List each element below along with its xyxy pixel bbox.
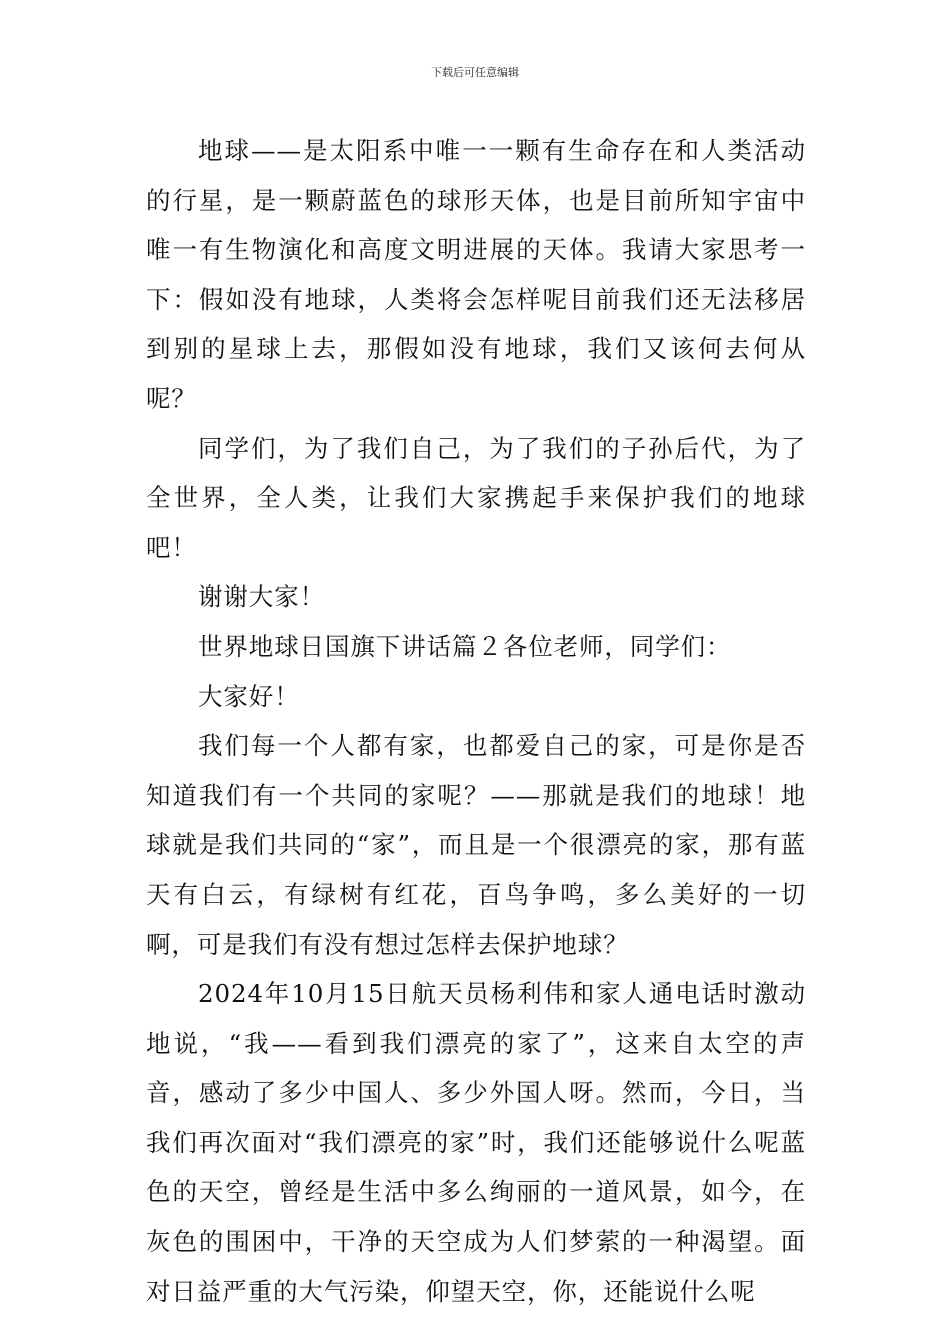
paragraph-common-home: 我们每一个人都有家，也都爱自己的家，可是你是否知道我们有一个共同的家呢？——那就是我们的地球！地球就是我们共同的“家”，而且是一个很漂亮的家，那有蓝天有白云，有绿树有红花，百鸟争鸣，多么美好的一切啊，可是我们有没有想过怎样去保护地球？ [146,731,806,959]
paragraph-greeting: 大家好！ [198,681,300,711]
paragraph-thanks: 谢谢大家！ [198,582,325,612]
paragraph-earth-intro: 地球——是太阳系中唯一一颗有生命存在和人类活动的行星，是一颗蔚蓝色的球形天体，也是目前所知宇宙中唯一有生物演化和高度文明进展的天体。我请大家思考一下：假如没有地球，人类将会怎样呢目前我们还无法移居到别的星球上去，那假如没有地球，我们又该何去何从呢？ [146,136,806,413]
section-title: 世界地球日国旗下讲话篇２各位老师，同学们： [198,631,732,661]
document-body [146,126,806,1316]
paragraph-astronaut: 2024年10月15日航天员杨利伟和家人通电话时激动地说，“我——看到我们漂亮的家了”，这来自太空的声音，感动了多少中国人、多少外国人呀。然而，今日，当我们再次面对“我们漂亮的家”时，我们还能够说什么呢蓝色的天空，曾经是生活中多么绚丽的一道风景，如今，在灰色的围困中，干净的天空成为人们梦萦的一种渴望。面对日益严重的大气污染，仰望天空，你，还能说什么呢 [146,979,806,1306]
paragraph-call-to-action: 同学们，为了我们自己，为了我们的子孙后代，为了全世界，全人类，让我们大家携起手来保护我们的地球吧！ [146,433,806,562]
page-header: 下载后可任意编辑 [431,66,519,79]
